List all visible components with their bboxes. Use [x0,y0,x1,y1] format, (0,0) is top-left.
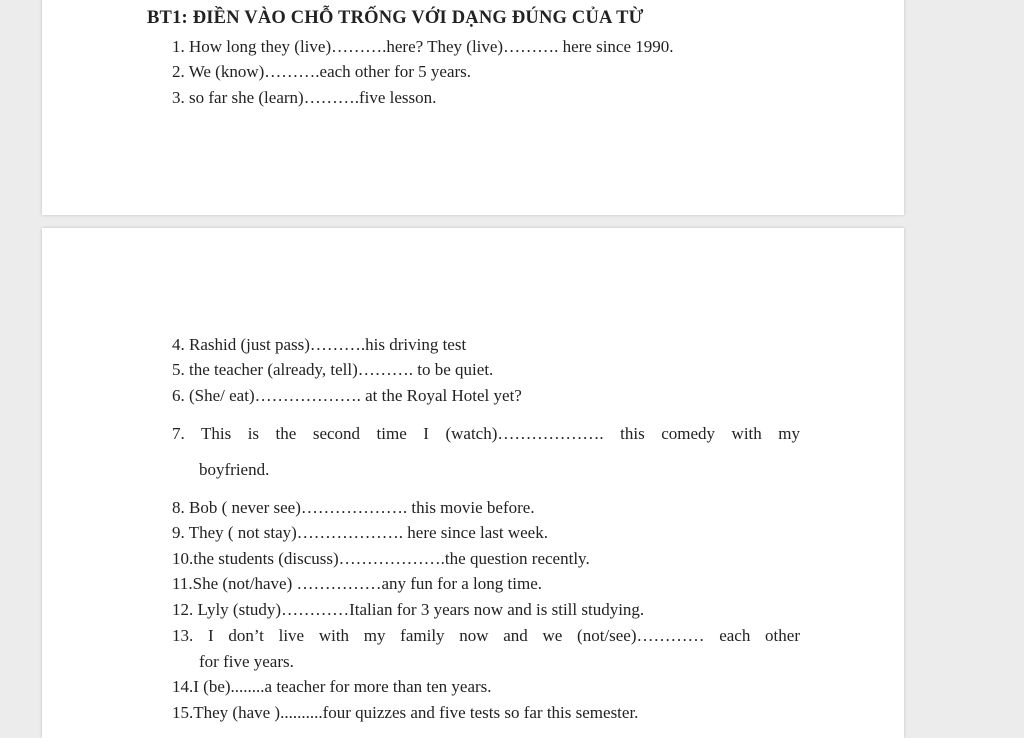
exercise-item-14: 14.I (be)........a teacher for more than ten years. [172,677,492,696]
exercise-item-1: 1. How long they (live)……….here? They (live)………. here since 1990. [172,37,674,56]
exercise-item-8: 8. Bob ( never see)………………. this movie before. [172,498,535,517]
exercise-item-6: 6. (She/ eat)………………. at the Royal Hotel yet? [172,386,522,405]
exercise-item-9: 9. They ( not stay)………………. here since last week. [172,523,548,542]
exercise-item-3: 3. so far she (learn)……….five lesson. [172,88,437,107]
exercise-title: BT1: ĐIỀN VÀO CHỖ TRỐNG VỚI DẠNG ĐÚNG CỦA TỪ [147,8,644,28]
exercise-item-7-continuation: boyfriend. [199,460,270,479]
exercise-item-12: 12. Lyly (study)…………Italian for 3 years now and is still studying. [172,600,645,619]
exercise-item-4: 4. Rashid (just pass)……….his driving test [172,335,467,354]
document-page-2 [42,228,904,738]
exercise-item-11: 11.She (not/have) ……………any fun for a long time. [172,574,542,593]
exercise-item-7: 7. This is the second time I (watch)………………. this comedy with my [172,424,800,443]
exercise-item-5: 5. the teacher (already, tell)………. to be quiet. [172,360,494,379]
exercise-item-13: 13. I don’t live with my family now and we (not/see)………… each other [172,626,800,645]
exercise-item-2: 2. We (know)……….each other for 5 years. [172,62,472,81]
exercise-item-10: 10.the students (discuss)……………….the question recently. [172,549,590,568]
exercise-item-15: 15.They (have )..........four quizzes and five tests so far this semester. [172,703,639,722]
exercise-item-13-continuation: for five years. [199,652,294,671]
